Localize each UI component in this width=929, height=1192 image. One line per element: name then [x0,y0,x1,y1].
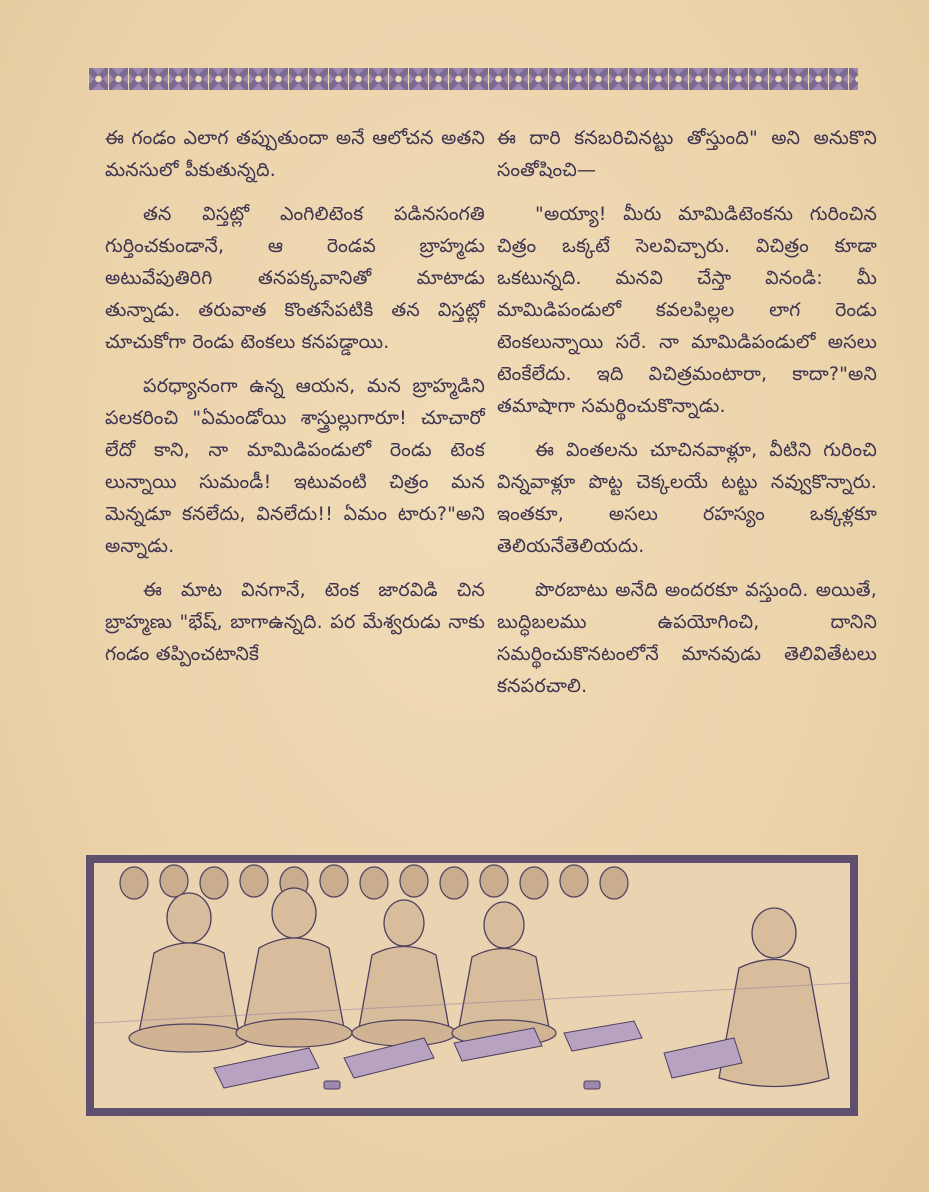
left-paragraph-3: పరధ్యానంగా ఉన్న ఆయన, మన బ్రాహ్మడిని పలకరించి "ఏమండోయి శాస్త్రుల్లుగారూ! చూచారో లేదో కాని, నా మామిడిపండులో రెండు టెంక లున్నాయి సుమండీ! ఇటువంటి చిత్రం మన మెన్నడూ కనలేదు, వినలేదు!! ఏమం టారు?"అని అన్నాడు. [105,375,485,557]
border-motif [788,68,808,90]
border-motif [608,68,628,90]
border-motif [388,68,408,90]
border-motif [228,68,248,90]
border-motif [708,68,728,90]
border-motif [108,68,128,90]
border-motif [408,68,428,90]
left-paragraph-1: ఈ గండం ఎలాగ తప్పుతుందా అనే ఆలోచన అతని మనసులో పీకుతున్నది. [105,127,485,181]
left-column [105,122,485,682]
border-motif [488,68,508,90]
border-motif [448,68,468,90]
border-motif [508,68,528,90]
border-motif [628,68,648,90]
border-motif [188,68,208,90]
feast-illustration [86,855,858,1116]
right-paragraph-3: ఈ వింతలను చూచినవాళ్లూ, వీటిని గురించి విన్నవాళ్లూ పొట్ట చెక్కలయే టట్టు నవ్వుకొన్నారు. ఇంతకూ, అసలు రహస్యం ఒక్కళ్లకూ తెలియనేతెలియదు. [497,439,877,557]
border-motif [368,68,388,90]
border-motif [248,68,268,90]
decorative-border [88,66,858,92]
border-motif [128,68,148,90]
border-motif [668,68,688,90]
border-motif [268,68,288,90]
border-motif [688,68,708,90]
border-motif [288,68,308,90]
border-motif [768,68,788,90]
border-motif [148,68,168,90]
border-motif [548,68,568,90]
border-motif [568,68,588,90]
border-motif [808,68,828,90]
left-paragraph-2: తన విస్తట్లో ఎంగిలిటెంక పడినసంగతి గుర్తించకుండానే, ఆ రెండవ బ్రాహ్మడు అటువేపుతిరిగి తనపక్కవానితో మాటాడు తున్నాడు. తరువాత కొంతసేపటికి తన విస్తట్లో చూచుకోగా రెండు టెంకలు కనపడ్డాయి. [105,203,485,353]
border-motif [648,68,668,90]
border-motif [528,68,548,90]
border-motif [748,68,768,90]
left-paragraph-4: ఈ మాట వినగానే, టెంక జారవిడి చిన బ్రాహ్మణు "భేష్, బాగాఉన్నది. పర మేశ్వరుడు నాకు గండం తప్పించటానికే [105,579,485,665]
border-motif [348,68,368,90]
border-motif [828,68,848,90]
right-paragraph-2: "అయ్యా! మీరు మామిడిటెంకను గురించిన చిత్రం ఒక్కటే సెలవిచ్చారు. విచిత్రం కూడా ఒకటున్నది. మనవి చేస్తా వినండి: మీ మామిడిపండులో కవలపిల్లల లాగ రెండు టెంకలున్నాయి సరే. నా మామిడిపండులో అసలు టెంకేలేదు. ఇది విచిత్రమంటారా, కాదా?"అని తమాషాగా సమర్థించుకొన్నాడు. [497,203,877,417]
right-column [497,122,877,714]
right-paragraph-4: పొరబాటు అనేది అందరకూ వస్తుంది. అయితే, బుద్ధిబలము ఉపయోగించి, దానిని సమర్థించుకొనటంలోనే మానవుడు తెలివితేటలు కనపరచాలి. [497,579,877,697]
border-motif [728,68,748,90]
illustration-drawing [94,863,850,1108]
border-motif [308,68,328,90]
border-motif [168,68,188,90]
border-motif [328,68,348,90]
border-motif [88,68,108,90]
border-motif [848,68,858,90]
border-motif [208,68,228,90]
border-motif [428,68,448,90]
border-motif [468,68,488,90]
border-motif [588,68,608,90]
right-paragraph-1: ఈ దారి కనబరిచినట్టు తోస్తుంది" అని అనుకొని సంతోషించి— [497,127,877,181]
